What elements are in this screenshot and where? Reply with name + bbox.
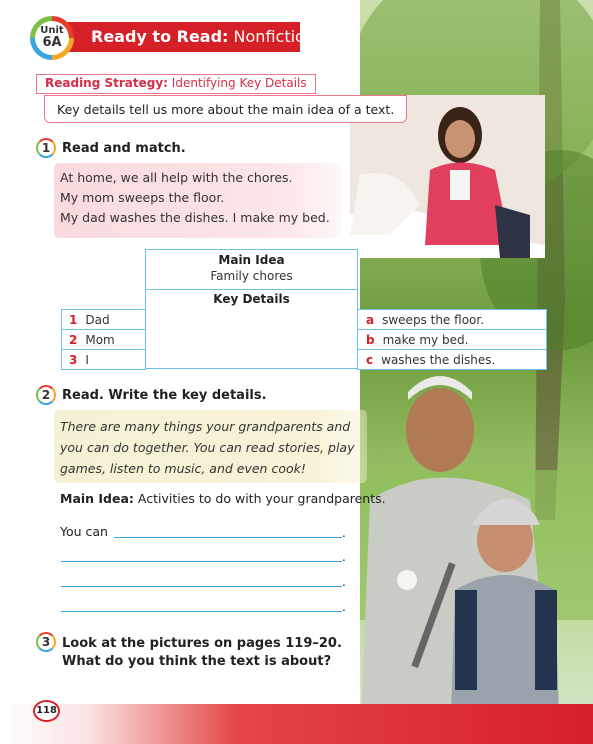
reading-passage-1 [54, 163, 341, 238]
passage-2-line: There are many things your grandparents and [60, 419, 351, 434]
table-row-right[interactable]: c washes the dishes. [357, 349, 547, 370]
answer-period: . [342, 575, 346, 589]
footer-bar [0, 704, 593, 744]
section-2-title: Read. Write the key details. [62, 388, 267, 403]
unit-code: 6A [42, 35, 62, 50]
unit-badge [30, 16, 74, 60]
section-1-title: Read and match. [62, 141, 186, 156]
answer-period: . [342, 550, 346, 564]
section-number-3: 3 [36, 632, 56, 652]
section-number-2: 2 [36, 385, 56, 405]
answer-line[interactable] [61, 561, 342, 562]
passage-1-line: My mom sweeps the floor. [60, 190, 225, 205]
page-number: 118 [33, 700, 60, 722]
table-row-right[interactable]: b make my bed. [357, 329, 547, 350]
section-3-line-2: What do you think the text is about? [62, 654, 332, 669]
key-details-heading-cell [145, 289, 358, 310]
main-idea-heading: Main Idea [218, 253, 285, 267]
reading-strategy-label: Reading Strategy: Identifying Key Details [36, 74, 316, 94]
answer-line[interactable] [61, 611, 342, 612]
you-can-label: You can [60, 524, 108, 539]
key-details-area [145, 309, 358, 369]
answer-period: . [342, 526, 346, 540]
passage-2-line: games, listen to music, and even cook! [60, 461, 306, 476]
answer-period: . [342, 600, 346, 614]
table-row-left[interactable]: 2 Mom [61, 329, 146, 350]
table-row-left[interactable]: 3 I [61, 349, 146, 370]
passage-1-line: My dad washes the dishes. I make my bed. [60, 210, 330, 225]
lesson-header [40, 22, 315, 52]
answer-line[interactable] [114, 537, 342, 538]
reading-passage-2 [54, 410, 367, 483]
section-3-line-1: Look at the pictures on pages 119–20. [62, 636, 342, 651]
main-idea-value: Family chores [210, 269, 293, 283]
main-idea-line: Main Idea: Activities to do with your grandparents. [60, 491, 386, 506]
section-number-1: 1 [36, 138, 56, 158]
table-row-right[interactable]: a sweeps the floor. [357, 309, 547, 330]
table-row-left[interactable]: 1 Dad [61, 309, 146, 330]
main-idea-cell [145, 249, 358, 290]
unit-word: Unit [40, 25, 64, 36]
strategy-text: Key details tell us more about the main idea of a text. [57, 102, 395, 117]
answer-line[interactable] [61, 586, 342, 587]
key-details-heading: Key Details [213, 292, 290, 306]
passage-2-line: you can do together. You can read stories, play [60, 440, 355, 455]
lesson-title: Ready to Read: Nonfiction [91, 27, 315, 46]
reading-strategy-box [44, 95, 407, 123]
passage-1-line: At home, we all help with the chores. [60, 170, 293, 185]
